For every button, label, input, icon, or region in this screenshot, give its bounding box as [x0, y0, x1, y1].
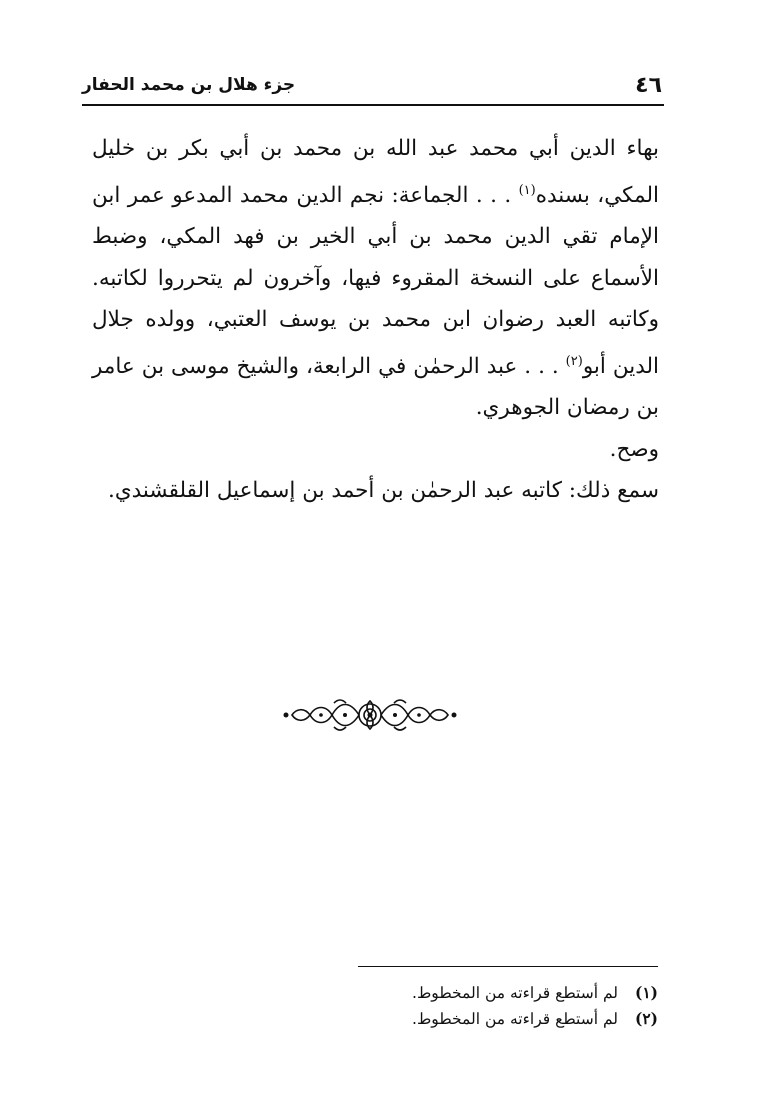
footnote-rule [358, 966, 658, 967]
paragraph-1 [92, 128, 659, 429]
paragraph-1-part-1: بهاء الدين أبي محمد عبد الله بن محمد بن أبي بكر بن خليل المكي، بسنده [92, 136, 659, 208]
footnote-1-number: (١) [634, 983, 658, 1002]
footnote-1-text: لم أستطع قراءته من المخطوط. [412, 984, 618, 1002]
paragraph-1-part-2: . . . الجماعة: نجم الدين محمد المدعو عمر ابن الإمام تقي الدين محمد بن أبي الخير بن فهد المكي، وضبط الأسماع على النسخة المقروء فيها، وآخرون لم يتحرروا لكاتبه. وكاتبه العبد رضوان ابن محمد بن يوسف العتبي، وولده جلال الدين أبو [92, 182, 659, 379]
footnote-ref-2: (٢) [565, 353, 583, 369]
paragraph-1-part-3: . . . عبد الرحمٰن في الرابعة، والشيخ موسى بن عامر بن رمضان الجوهري. [92, 353, 659, 421]
page-number: ٤٦ [635, 72, 662, 98]
footnote-1 [300, 980, 658, 1006]
header-rule [82, 104, 664, 106]
paragraph-2: وصح. [609, 436, 659, 462]
running-title: جزء هلال بن محمد الحفار [82, 75, 296, 95]
footnote-2 [300, 1006, 658, 1032]
footnote-ref-1: (١) [518, 182, 536, 198]
ornament-divider [280, 693, 460, 737]
footnote-2-number: (٢) [634, 1009, 658, 1028]
main-text [92, 128, 659, 512]
paragraph-3: سمع ذلك: كاتبه عبد الرحمٰن بن أحمد بن إسماعيل القلقشندي. [107, 478, 659, 504]
page-header [82, 70, 662, 100]
footnotes [300, 980, 658, 1032]
footnote-2-text: لم أستطع قراءته من المخطوط. [412, 1010, 618, 1028]
